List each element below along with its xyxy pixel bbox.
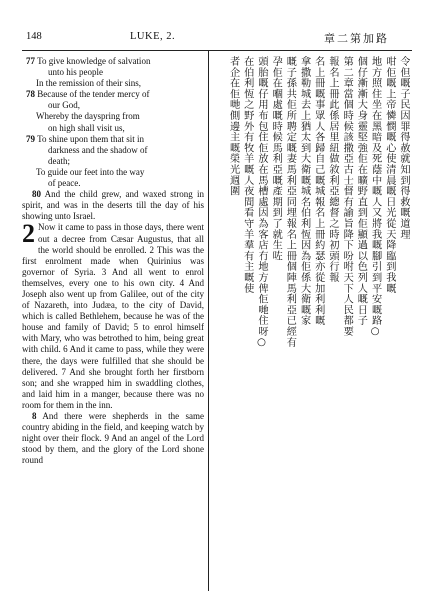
verse-number: 8	[32, 411, 37, 421]
verse-number: 78	[26, 89, 35, 100]
verse-77-line: 77 To give knowledge of salvation	[26, 56, 151, 66]
chinese-text-column: 頭胎嘅仔用布包住佢放在馬槽處因為客店冇地方俾佢哋住呀○	[255, 56, 267, 349]
verse-80-paragraph: 80 And the child grew, and waxed strong in spirit, and was in the deserts till the day of his showing unto Israel.	[22, 189, 204, 222]
chinese-text-column: 拿撒勒城去上猶太到大衛嘅城名伯利恆因為佢係大衛嘅家	[298, 56, 310, 326]
verse-78-line: 78 Because of the tender mercy of	[26, 89, 150, 100]
verse-79-line: darkness and the shadow of	[48, 144, 148, 155]
verse-77-line: unto his people	[48, 67, 103, 78]
chinese-text-column: 第二章當個時候該撒亞古士督有諭旨降下吩咐天下人民都要	[341, 56, 353, 337]
page-header	[22, 28, 412, 50]
chinese-text-column: 在伯利恆之野外有牧羊嘅人夜間看守羊羣有主嘅使	[241, 56, 253, 294]
verse-78-line: our God,	[48, 100, 80, 111]
verse-79-line: To guide our feet into the way	[36, 166, 145, 177]
chapter-dropcap: 2	[22, 219, 35, 249]
chinese-text-column: 嘅子孫共佢所聘定嘅妻馬利亞同埋報名上冊個陣馬利亞已經有	[284, 56, 296, 348]
verse-number: 79	[26, 133, 35, 144]
running-title-english: LUKE, 2.	[130, 31, 176, 42]
chinese-text-column: 名上冊嘅事眾人各歸自己嘅城報名上冊約瑟亦從加利利嘅	[312, 56, 324, 326]
chinese-text-column: 地方照住坐在黑暗及死蔭中嘅人又將我嘅腳引到平安嘅路○	[369, 56, 381, 338]
chinese-text-column: 個仔漸漸大身靈堅強佢在曠野直到佢顯過以色列人嘅日子	[355, 56, 367, 326]
chinese-text-column: 令但嘅子民因罪得赦就知到得救嘅道理	[398, 56, 409, 240]
chinese-column	[212, 56, 410, 586]
page-number: 148	[26, 31, 42, 42]
header-rule	[22, 50, 412, 51]
verse-79-line: death;	[48, 155, 70, 166]
chinese-text-column: 孕佢在嗰處嘅時候馬利亞嘅產期到了就生咗	[270, 56, 282, 262]
verse-77-line: In the remission of their sins,	[36, 78, 141, 89]
verse-79-line: of peace.	[48, 178, 81, 189]
chapter-2-paragraph: 2 Now it came to pass in those days, there went out a decree from Cæsar Augustus, that all the world should be enrolled. 2 This was the first enrolment made when Quirinius was governor of Syria. 3 And all went to enrol themselves, every one to his own city. 4 And Joseph also went up from Galilee, out of the city of Nazareth, into Judæa, to the city of David, which is called Bethlehem, because he was of the house and family of David; 5 to enrol himself with Mary, who was betrothed to him, being great with child. 6 And it came to pass, while they were there, the days were fulfilled that she should be delivered. 7 And she brought forth her firstborn son; and she wrapped him in swaddling clothes, and laid him in a manger, because there was no room for them in the inn.	[22, 219, 204, 410]
verse-8-paragraph: 8 And there were shepherds in the same country abiding in the field, and keeping watch by night over their flock. 9 And an angel of the Lord stood by them, and the glory of the Lord shone round	[22, 411, 204, 466]
chinese-text-column: 咁佢嘅上帝憐憫嘅心使清晨嘅日光從天降臨到我嘅	[383, 56, 395, 294]
verse-78-line: Whereby the dayspring from	[36, 111, 140, 122]
column-divider	[208, 51, 209, 591]
verse-79-line: 79 To shine upon them that sit in	[26, 133, 144, 144]
verse-number: 80	[32, 189, 41, 200]
english-column	[22, 56, 204, 586]
chinese-text-column: 報名上冊此係居里紐做敘利亞總督之時初頭行報	[326, 56, 338, 283]
running-title-chinese: 章二第加路	[324, 32, 389, 45]
verse-78-line: on high shall visit us,	[48, 122, 125, 133]
chinese-text-column: 者企在佢哋側邊主嘅榮光週圍	[227, 56, 239, 197]
verse-number: 77	[26, 56, 35, 66]
